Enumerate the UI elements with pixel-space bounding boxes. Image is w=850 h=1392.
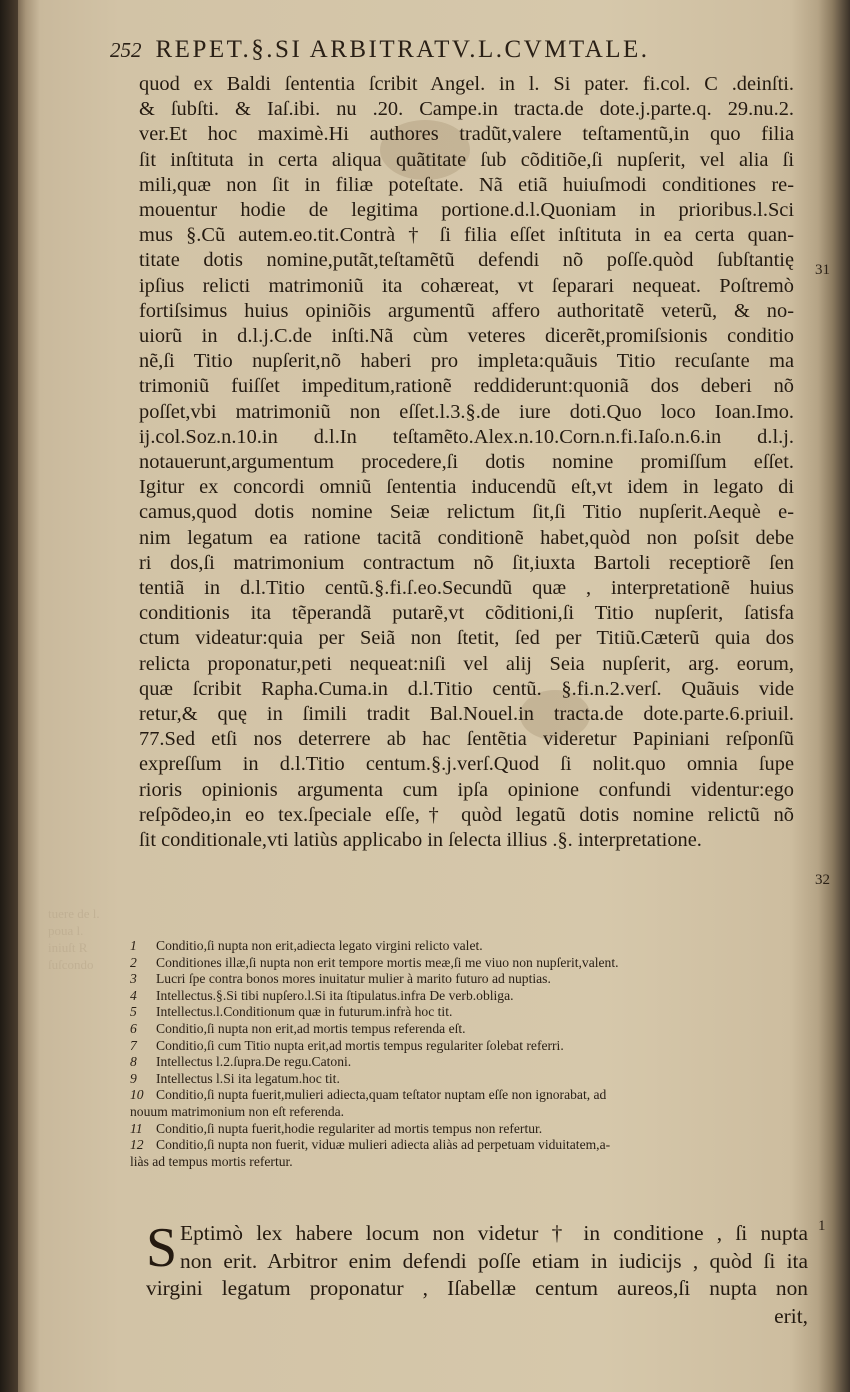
footnote-text: Intellectus l.2.ſupra.De regu.Catoni. xyxy=(156,1054,352,1070)
footnote-item xyxy=(130,988,810,1005)
body-line: uiorũ in d.l.j.C.de inſti.Nã cùm veteres dicerẽt,promiſsionis conditio xyxy=(139,325,794,348)
footnote-text: Conditio,ſi nupta fuerit,hodie regulariter ad mortis tempus non refertur. xyxy=(156,1120,543,1136)
footnote-text: Lucri ſpe contra bonos mores inuitatur mulier à marito futuro ad nuptias. xyxy=(156,971,551,987)
footnote-number: 1 xyxy=(130,938,137,953)
marginal-summaries xyxy=(130,938,810,1170)
body-line: rioris opinionis argumenta cum ipſa opinione confundi videntur:ego xyxy=(139,778,794,801)
tail-line: erit, xyxy=(774,1303,808,1328)
body-line: mili,quæ non ſit in filiæ poteſtate. Nã etiã huiuſmodi conditiones re- xyxy=(139,173,794,196)
bleed-line: poua l. xyxy=(48,923,84,938)
tail-line: Eptimò lex habere locum non videtur † in conditione , ſi nupta xyxy=(180,1221,808,1245)
footnote-number: 7 xyxy=(130,1037,137,1053)
body-line: trimoniũ fuiſſet impeditum,rationẽ reddiderunt:quoniã dos deberi nõ xyxy=(139,375,794,398)
tail-line: non erit. Arbitror enim defendi poſſe etiam in iudicijs , quòd ſi ita xyxy=(180,1248,808,1273)
footnote-item xyxy=(130,1004,810,1021)
body-line: 77.Sed etſi nos deterrere ab hac ſentẽtia videretur Papiniani reſponſũ xyxy=(139,728,794,751)
body-line: ipſius relicti matrimoniũ ita cohæreat, vt ſeparari nequeat. Poſtremò xyxy=(139,274,794,297)
bleed-line: iniuſt R xyxy=(48,940,88,955)
body-line: ri dos,ſi matrimonium contractum nõ ſit,iuxta Bartoli receptiorẽ ſen xyxy=(139,551,794,574)
body-line: tentiã in d.l.Titio centũ.§.fi.ſ.eo.Secundũ quæ , interpretationẽ huius xyxy=(139,577,794,600)
footnote-number: 8 xyxy=(130,1054,137,1070)
footnote-number: 9 xyxy=(130,1070,137,1086)
footnote-text: Intellectus.l.Conditionum quæ in futurum.infrà hoc tit. xyxy=(156,1004,453,1020)
body-line: quod ex Baldi ſententia ſcribit Angel. in l. Si pater. fi.col. C .deinſti. xyxy=(139,73,794,95)
body-line: & ſubſti. & Iaſ.ibi. nu .20. Campe.in tracta.de dote.j.parte.q. 29.nu.2. xyxy=(139,98,794,121)
footnote-number: 12 xyxy=(130,1137,144,1153)
body-line: nim legatum ea ratione tacitã conditionẽ habet,quòd non poſsit debe xyxy=(139,526,794,549)
running-head-title: REPET.§.SI ARBITRATV.L.CVMTALE. xyxy=(155,36,650,63)
body-line: ij.col.Soz.n.10.in d.l.In teſtamẽto.Alex.n.10.Corn.n.fi.Iaſo.n.6.in d.l.j. xyxy=(139,425,794,448)
body-line: retur,& quę in ſimili tradit Bal.Nouel.in tracta.de dote.parte.6.priuil. xyxy=(139,703,794,726)
footnote-number: 5 xyxy=(130,1004,137,1020)
body-line: titate dotis nomine,putãt,teſtamẽtũ defendi nõ poſſe.quòd ſubſtantię xyxy=(139,249,794,272)
footnote-number: 4 xyxy=(130,987,137,1003)
footnote-number: 11 xyxy=(130,1120,143,1136)
footnote-text: Intellectus.§.Si tibi nupſero.l.Si ita ſtipulatus.infra De verb.obliga. xyxy=(156,987,514,1003)
footnote-text: Intellectus l.Si ita legatum.hoc tit. xyxy=(156,1070,340,1086)
body-line: mouentur hodie de legitima portione.d.l.Quoniam in prioribus.l.Sci xyxy=(139,199,794,222)
body-line: ver.Et hoc maximè.Hi authores tradũt,valere teſtamentũ,in quo filia xyxy=(139,123,794,146)
footnote-text: Conditio,ſi nupta fuerit,mulieri adiecta,quam teſtator nuptam eſſe non ignorabat, ad xyxy=(156,1087,607,1103)
margin-number: 1 xyxy=(818,1218,826,1234)
footnote-item xyxy=(130,1054,810,1071)
body-line: Igitur ex concordi omniũ ſententia inducendũ eſt,vt idem in legato di xyxy=(139,476,794,499)
body-line: conditionis ita tẽperandã putarẽ,vt cõditioni,ſi Titio nupſerit, ſatisfa xyxy=(139,602,794,625)
footnote-item xyxy=(130,1021,810,1038)
body-line: notauerunt,argumentum procedere,ſi dotis nomine promiſſum eſſet. xyxy=(139,451,794,474)
body-line: mus §.Cũ autem.eo.tit.Contrà † ſi filia eſſet inſtituta in ea certa quan- xyxy=(139,224,794,247)
footnote-text: Conditio,ſi nupta non erit,ad mortis tempus referenda eſt. xyxy=(156,1020,466,1036)
bleed-line: ſuſcondo xyxy=(48,957,94,972)
body-line: ſit inſtituta in certa aliqua quãtitate ſub cõditiõe,ſi nupſerit, vel alia ſi xyxy=(139,148,794,171)
footnote-item xyxy=(130,955,810,972)
footnote-text: Conditio,ſi cum Titio nupta erit,ad mortis tempus regulariter ſolebat referri. xyxy=(156,1037,564,1053)
footnote-item xyxy=(130,1071,810,1088)
page-number: 252 xyxy=(110,38,142,62)
main-body-text xyxy=(139,72,794,853)
footnote-item xyxy=(130,1121,810,1138)
footnote-item xyxy=(130,938,810,955)
margin-number: 32 xyxy=(815,872,830,888)
footnote-number: 2 xyxy=(130,954,137,970)
tail-line: virgini legatum proponatur , Iſabellæ centum aureos,ſi nupta non xyxy=(146,1276,808,1300)
footnote-text: Conditio,ſi nupta non fuerit, viduæ mulieri adiecta aliàs ad perpetuam viduitatem,a- xyxy=(156,1137,611,1153)
body-line: fortiſsimus huius opiniõis argumentũ affero authoritatẽ veterũ, & no- xyxy=(139,299,794,322)
new-paragraph xyxy=(146,1217,808,1330)
body-line: ſit conditionale,vti latiùs applicabo in ſelecta illius .§. interpretatione. xyxy=(139,829,702,852)
drop-cap-initial: S xyxy=(146,1217,178,1279)
margin-number: 31 xyxy=(815,262,830,278)
footnote-number: 6 xyxy=(130,1020,137,1036)
footnote-text: Conditiones illæ,ſi nupta non erit tempore mortis meæ,ſi me viuo non nupſerit,valent. xyxy=(156,954,619,970)
body-line: camus,quod dotis nomine Seiæ relictum ſit,ſi Titio nupſerit.Aequè e- xyxy=(139,501,794,524)
body-line: quæ ſcribit Rapha.Cuma.in d.l.Titio centũ. §.fi.n.2.verſ. Quãuis vide xyxy=(139,677,794,700)
body-line: reſpõdeo,in eo tex.ſpeciale eſſe,† quòd legatũ dotis nomine relictũ nõ xyxy=(139,803,794,826)
book-binding-shadow xyxy=(0,0,18,1392)
footnote-number: 3 xyxy=(130,971,137,987)
footnote-number: 10 xyxy=(130,1087,144,1103)
body-line: expreſſum in d.l.Titio centum.§.j.verſ.Quod ſi nolit.quo omnia ſupe xyxy=(139,753,794,776)
footnote-item xyxy=(130,1087,810,1104)
footnote-continuation: liàs ad tempus mortis refertur. xyxy=(130,1153,293,1169)
bleed-line: tuere de l. xyxy=(48,906,100,921)
footnote-text: Conditio,ſi nupta non erit,adiecta legato virgini relicto valet. xyxy=(156,938,483,953)
body-line: nẽ,ſi Titio nupſerit,nõ haberi pro impleta:quãuis Titio recuſante ma xyxy=(139,350,794,373)
footnote-item xyxy=(130,1038,810,1055)
footnote-item xyxy=(130,1137,810,1154)
footnote-item xyxy=(130,971,810,988)
body-line: poſſet,vbi matrimoniũ non eſſet.l.3.§.de iure doti.Quo loco Ioan.Imo. xyxy=(139,400,794,423)
footnote-continuation: nouum matrimonium non eſt referenda. xyxy=(130,1103,345,1119)
body-line: ctum videatur:quia per Seiã non ſtetit, ſed per Titiũ.Cæterũ quia dos xyxy=(139,627,794,650)
body-line: relicta proponatur,peti nequeat:niſi vel alij Seia nupſerit, arg. eorum, xyxy=(139,652,794,675)
running-head xyxy=(110,36,810,64)
